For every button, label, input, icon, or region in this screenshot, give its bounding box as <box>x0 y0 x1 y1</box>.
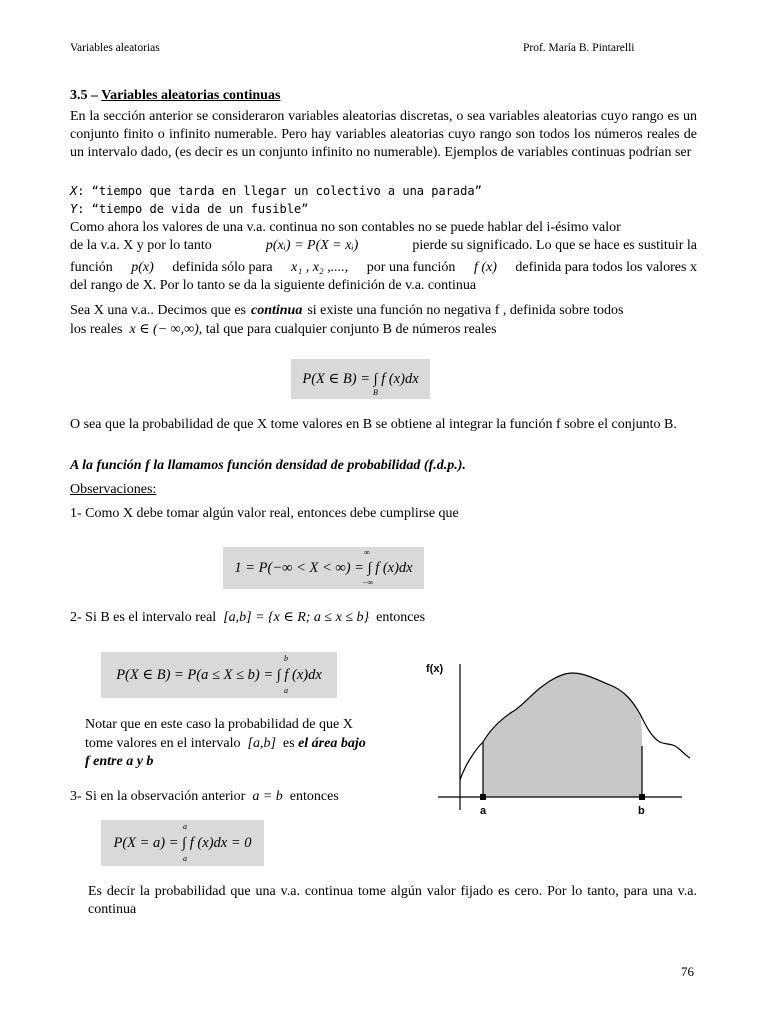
observation-3-formula: a = b <box>252 789 283 804</box>
y-axis-label: f(x) <box>426 663 444 675</box>
marker-b <box>639 794 645 800</box>
formula-1-sub: B <box>373 388 378 397</box>
definition-l2a: los reales <box>70 322 123 337</box>
observations-title: Observaciones: <box>70 482 157 497</box>
example-x <box>70 184 482 198</box>
formula-4-sup: a <box>183 822 187 831</box>
formula-3-text: P(X ∈ B) = P(a ≤ X ≤ b) = ∫ f (x)dx <box>116 666 322 683</box>
formula-4 <box>101 820 264 866</box>
fdp-definition: A la función f la llamamos función densidad de probabilidad (f.d.p.). <box>70 458 466 473</box>
formula-1 <box>291 359 430 399</box>
observation-2a: 2- Si B es el intervalo real <box>70 610 217 625</box>
definition-line1 <box>70 302 697 320</box>
para2-line3d: definida para todos los valores x <box>515 260 697 275</box>
observation-2b: entonces <box>376 610 426 625</box>
para2-line1: Como ahora los valores de una v.a. continua no son contables no se puede hablar del i-ésimo valor <box>70 220 621 235</box>
para2-line3 <box>70 259 697 277</box>
intro-paragraph: En la sección anterior se consideraron variables aleatorias discretas, o sea variables aleatorias cuyo rango es un conjunto finito o infinito numerable. Pero hay variables aleatorias cuyo rango son todos los números reales de un intervalo dado, (es decir es un conjunto infinito no numerable). Ejemplos de variables continuas podrían ser <box>70 109 697 160</box>
definition-line2 <box>70 321 497 339</box>
observation-3 <box>70 788 339 806</box>
para2-fx: f (x) <box>473 260 497 275</box>
formula-1-text: P(X ∈ B) = ∫ f (x)dx <box>302 370 419 387</box>
density-area <box>483 673 642 797</box>
density-graph <box>420 650 700 825</box>
formula-3 <box>101 652 337 698</box>
para2-line3c: por una función <box>366 260 456 275</box>
para2-xs: x₁ , x₂ ,...., <box>291 260 349 275</box>
conclusion: Es decir la probabilidad que una v.a. continua tome algún valor fijado es cero. Por lo tanto, para una v.a. continua <box>88 884 697 917</box>
formula-2-sup: ∞ <box>364 548 370 557</box>
definition-l1c: si existe una función no negativa f , definida sobre todos <box>307 303 624 318</box>
definition-domain: x ∈ (− ∞,∞) <box>129 322 199 337</box>
definition-l2b: , tal que para cualquier conjunto B de números reales <box>198 322 497 337</box>
section-title-text: Variables aleatorias continuas <box>101 88 281 103</box>
example-y <box>70 202 308 216</box>
observation-3a: 3- Si en la observación anterior <box>70 789 246 804</box>
para2-line4: del rango de X. Por lo tanto se da la siguiente definición de v.a. continua <box>70 278 477 293</box>
formula-4-sub: a <box>183 854 187 863</box>
observation-2 <box>70 609 425 627</box>
example-x-var: X <box>70 184 78 198</box>
example-y-var: Y <box>70 202 78 216</box>
observation-3b: entonces <box>289 789 339 804</box>
marker-a <box>480 794 486 800</box>
para3: O sea que la probabilidad de que X tome valores en B se obtiene al integrar la función f sobre el conjunto B. <box>70 417 677 432</box>
definition-l1a: Sea X una v.a.. Decimos que es <box>70 303 246 318</box>
section-number: 3.5 – <box>70 88 102 103</box>
definition-continua: continua <box>250 303 303 318</box>
formula-4-text: P(X = a) = ∫ f (x)dx = 0 <box>113 834 252 851</box>
observation-1: 1- Como X debe tomar algún valor real, entonces debe cumplirse que <box>70 506 459 521</box>
formula-2-text: 1 = P(−∞ < X < ∞) = ∫ f (x)dx <box>234 559 413 576</box>
section-title <box>70 87 280 105</box>
para2-line2 <box>70 237 697 255</box>
formula-2-sub: −∞ <box>362 578 374 587</box>
header-left: Variables aleatorias <box>70 42 160 54</box>
note-line3: f entre a y b <box>85 754 154 769</box>
note-l2b: es <box>282 736 295 751</box>
note-l2a: tome valores en el intervalo <box>85 736 241 751</box>
page-number: 76 <box>681 964 694 979</box>
example-y-text: : “tiempo de vida de un fusible” <box>77 202 309 216</box>
note-area: el área bajo <box>298 736 366 751</box>
formula-3-sup: b <box>284 654 288 663</box>
formula-3-sub: a <box>284 686 288 695</box>
header-right: Prof. María B. Pintarelli <box>523 42 635 54</box>
note-line1: Notar que en este caso la probabilidad de que X <box>85 717 353 732</box>
label-a: a <box>480 805 487 817</box>
para2-line3a: función <box>70 260 113 275</box>
para2-line3b: definida sólo para <box>172 260 273 275</box>
para2-px: p(x) <box>131 260 154 275</box>
note-line2 <box>85 735 366 753</box>
label-b: b <box>638 805 645 817</box>
observation-2-interval: [a,b] = {x ∈ R; a ≤ x ≤ b} <box>223 610 370 625</box>
formula-2 <box>223 547 424 589</box>
para2-formula: p(xᵢ) = P(X = xᵢ) <box>265 238 359 253</box>
para2-line2b: pierde su significado. Lo que se hace es sustituir la <box>412 238 697 253</box>
example-x-text: : “tiempo que tarda en llegar un colectivo a una parada” <box>77 184 482 198</box>
para2-line2a: de la v.a. X y por lo tanto <box>70 238 212 253</box>
note-interval: [a,b] <box>247 736 276 751</box>
